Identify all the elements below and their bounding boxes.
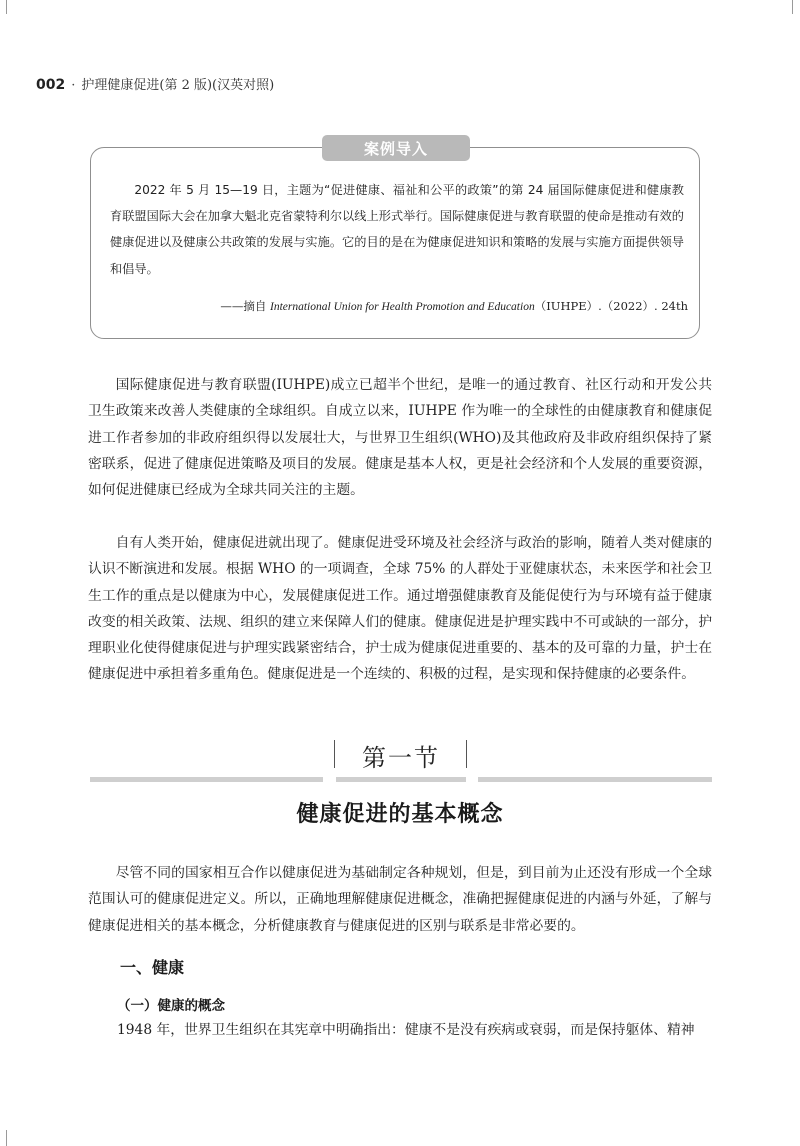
section-rule-right [478,777,712,782]
source-prefix: ——摘自 [220,299,270,313]
crop-mark-bottom-left [6,1130,7,1146]
section-heading [90,738,712,784]
crop-mark-top-left [6,0,7,14]
source-suffix: （IUHPE）.（2022）. 24th [534,299,688,313]
intro-paragraph-2: 自有人类开始，健康促进就出现了。健康促进受环境及社会经济与政治的影响，随着人类对健康的认识不断演进和发展。根据 WHO 的一项调查，全球 75% 的人群处于亚健康状态，未来医学和社会卫生工作的重点是以健康为中心，发展健康促进工作。通过增强健康教育及能促使行为与环境有益于健康改变的相关政策、法规、组织的建立来保障人们的健康。健康促进是护理实践中不可或缺的一部分，护理职业化使得健康促进与护理实践紧密结合，护士成为健康促进重要的、基本的及可靠的力量，护士在健康促进中承担着多重角色。健康促进是一个连续的、积极的过程，是实现和保持健康的必要条件。 [88,535,712,683]
section-paragraph: 尽管不同的国家相互合作以健康促进为基础制定各种规划，但是，到目前为止还没有形成一个全球范围认可的健康促进定义。所以，正确地理解健康促进概念，准确把握健康促进的内涵与外延，了解与健康促进相关的基本概念，分析健康教育与健康促进的区别与联系是非常必要的。 [88,865,712,934]
section-label: 第一节 [362,744,440,772]
case-box-text: 2022 年 5 月 15—19 日，主题为“促进健康、福祉和公平的政策”的第 24 届国际健康促进和健康教育联盟国际大会在加拿大魁北克省蒙特利尔以线上形式举行。国际健康促进与教育联盟的使命是推动有效的健康促进以及健康公共政策的发展与实施。它的目的是在为健康促进知识和策略的发展与实施方面提供领导和倡导。 [110,183,684,276]
header-separator: · [71,78,76,93]
heading-health-concept: （一）健康的概念 [117,998,225,1014]
crop-mark-top-right [792,0,793,14]
case-box-source [220,298,688,314]
book-title: 护理健康促进(第 2 版)(汉英对照) [81,78,275,93]
running-header [36,74,274,94]
section-rule-center [336,777,466,782]
intro-paragraph-1: 国际健康促进与教育联盟(IUHPE)成立已超半个世纪，是唯一的通过教育、社区行动和开发公共卫生政策来改善人类健康的全球组织。自成立以来，IUHPE 作为唯一的全球性的由健康教育和健康促进工作者参加的非政府组织得以发展壮大，与世界卫生组织(WHO)及其他政府及非政府组织保持了紧密联系，促进了健康促进策略及项目的发展。健康是基本人权，更是社会经济和个人发展的重要资源，如何促进健康已经成为全球共同关注的主题。 [88,377,712,499]
section-rule-left [90,777,323,782]
section-title: 健康促进的基本概念 [296,802,504,827]
body-last-line: 1948 年，世界卫生组织在其宪章中明确指出：健康不是没有疾病或衰弱，而是保持躯体、精神 [117,1022,695,1038]
case-box-label: 案例导入 [322,135,470,161]
heading-health: 一、健康 [120,958,185,977]
page-number: 002 [36,77,66,93]
source-organization: International Union for Health Promotion and Education [270,301,535,313]
